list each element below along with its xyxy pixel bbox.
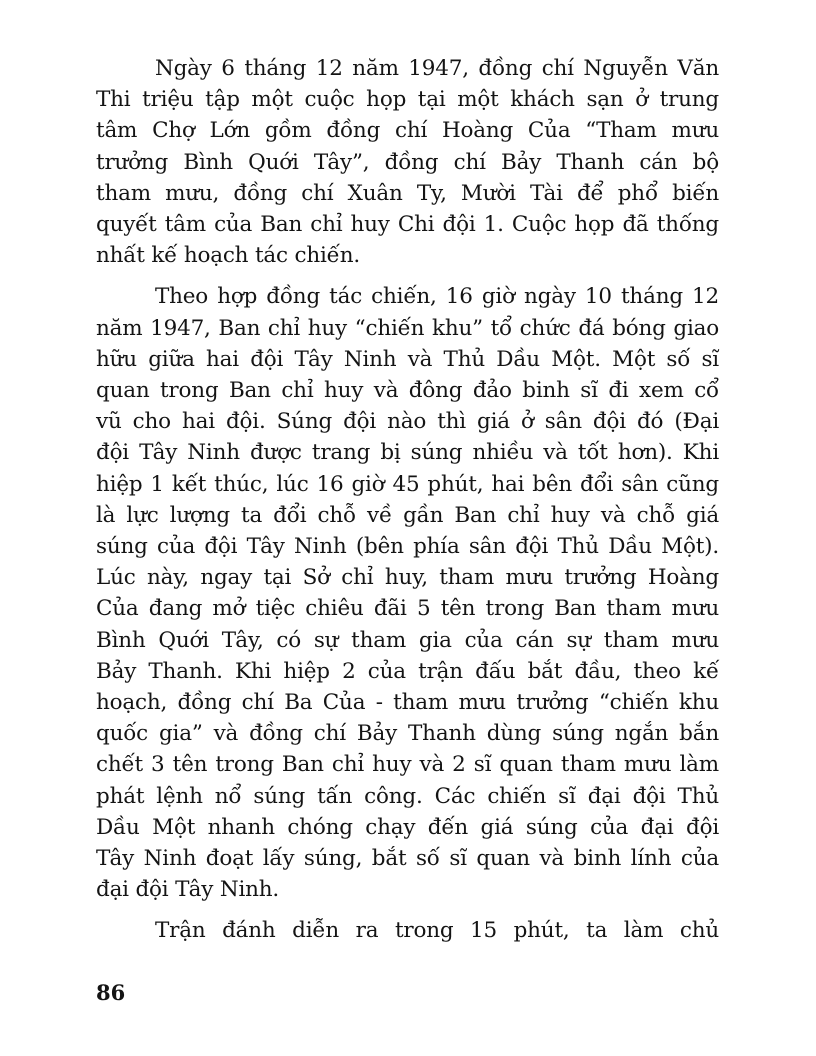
text-line: quyết tâm của Ban chỉ huy Chi đội 1. Cuộc họp đã thống xyxy=(96,212,719,238)
text-line: phát lệnh nổ súng tấn công. Các chiến sĩ đại đội Thủ xyxy=(96,783,719,809)
text-line: Bảy Thanh. Khi hiệp 2 của trận đấu bắt đầu, theo kế xyxy=(96,658,719,684)
text-line: Dầu Một nhanh chóng chạy đến giá súng của đại đội xyxy=(96,814,719,840)
text-line: vũ cho hai đội. Súng đội nào thì giá ở sân đội đó (Đại xyxy=(96,409,719,435)
text-line: quốc gia” và đồng chí Bảy Thanh dùng súng ngắn bắn xyxy=(96,721,719,747)
text-line: Theo hợp đồng tác chiến, 16 giờ ngày 10 tháng 12 xyxy=(155,284,719,310)
paragraph xyxy=(96,915,719,946)
text-line: Bình Quới Tây, có sự tham gia của cán sự tham mưu xyxy=(96,627,719,653)
text-line: súng của đội Tây Ninh (bên phía sân đội Thủ Dầu Một). xyxy=(96,534,719,560)
paragraph xyxy=(96,281,719,905)
text-line: trưởng Bình Quới Tây”, đồng chí Bảy Thanh cán bộ xyxy=(96,149,719,175)
text-line: Ngày 6 tháng 12 năm 1947, đồng chí Nguyễn Văn xyxy=(155,56,719,81)
text-line: là lực lượng ta đổi chỗ về gần Ban chỉ huy và chỗ giá xyxy=(96,502,719,528)
text-line: tâm Chợ Lớn gồm đồng chí Hoàng Của “Tham mưu xyxy=(96,118,719,144)
text-line: hoạch, đồng chí Ba Của - tham mưu trưởng “chiến khu xyxy=(96,690,719,716)
text-line: quan trong Ban chỉ huy và đông đảo binh sĩ đi xem cổ xyxy=(96,378,719,404)
text-line: nhất kế hoạch tác chiến. xyxy=(96,243,360,269)
text-line: Của đang mở tiệc chiêu đãi 5 tên trong Ban tham mưu xyxy=(96,596,719,622)
text-line: đội Tây Ninh được trang bị súng nhiều và tốt hơn). Khi xyxy=(96,440,719,466)
text-line: tham mưu, đồng chí Xuân Ty, Mười Tài để phổ biến xyxy=(96,180,719,206)
text-line: Lúc này, ngay tại Sở chỉ huy, tham mưu trưởng Hoàng xyxy=(96,565,719,591)
text-line: năm 1947, Ban chỉ huy “chiến khu” tổ chức đá bóng giao xyxy=(96,315,719,341)
text-line: hiệp 1 kết thúc, lúc 16 giờ 45 phút, hai bên đổi sân cũng xyxy=(96,471,719,497)
text-line: hữu giữa hai đội Tây Ninh và Thủ Dầu Một. Một số sĩ xyxy=(96,346,719,372)
text-line: Thi triệu tập một cuộc họp tại một khách sạn ở trung xyxy=(96,87,719,113)
text-line: chết 3 tên trong Ban chỉ huy và 2 sĩ quan tham mưu làm xyxy=(96,752,719,778)
text-line: đại đội Tây Ninh. xyxy=(96,877,280,903)
paragraph xyxy=(96,53,719,271)
text-line: Trận đánh diễn ra trong 15 phút, ta làm chủ xyxy=(155,918,719,944)
text-line: Tây Ninh đoạt lấy súng, bắt số sĩ quan và binh lính của xyxy=(96,846,719,872)
page-number: 86 xyxy=(96,980,126,1005)
page-body xyxy=(96,53,719,957)
